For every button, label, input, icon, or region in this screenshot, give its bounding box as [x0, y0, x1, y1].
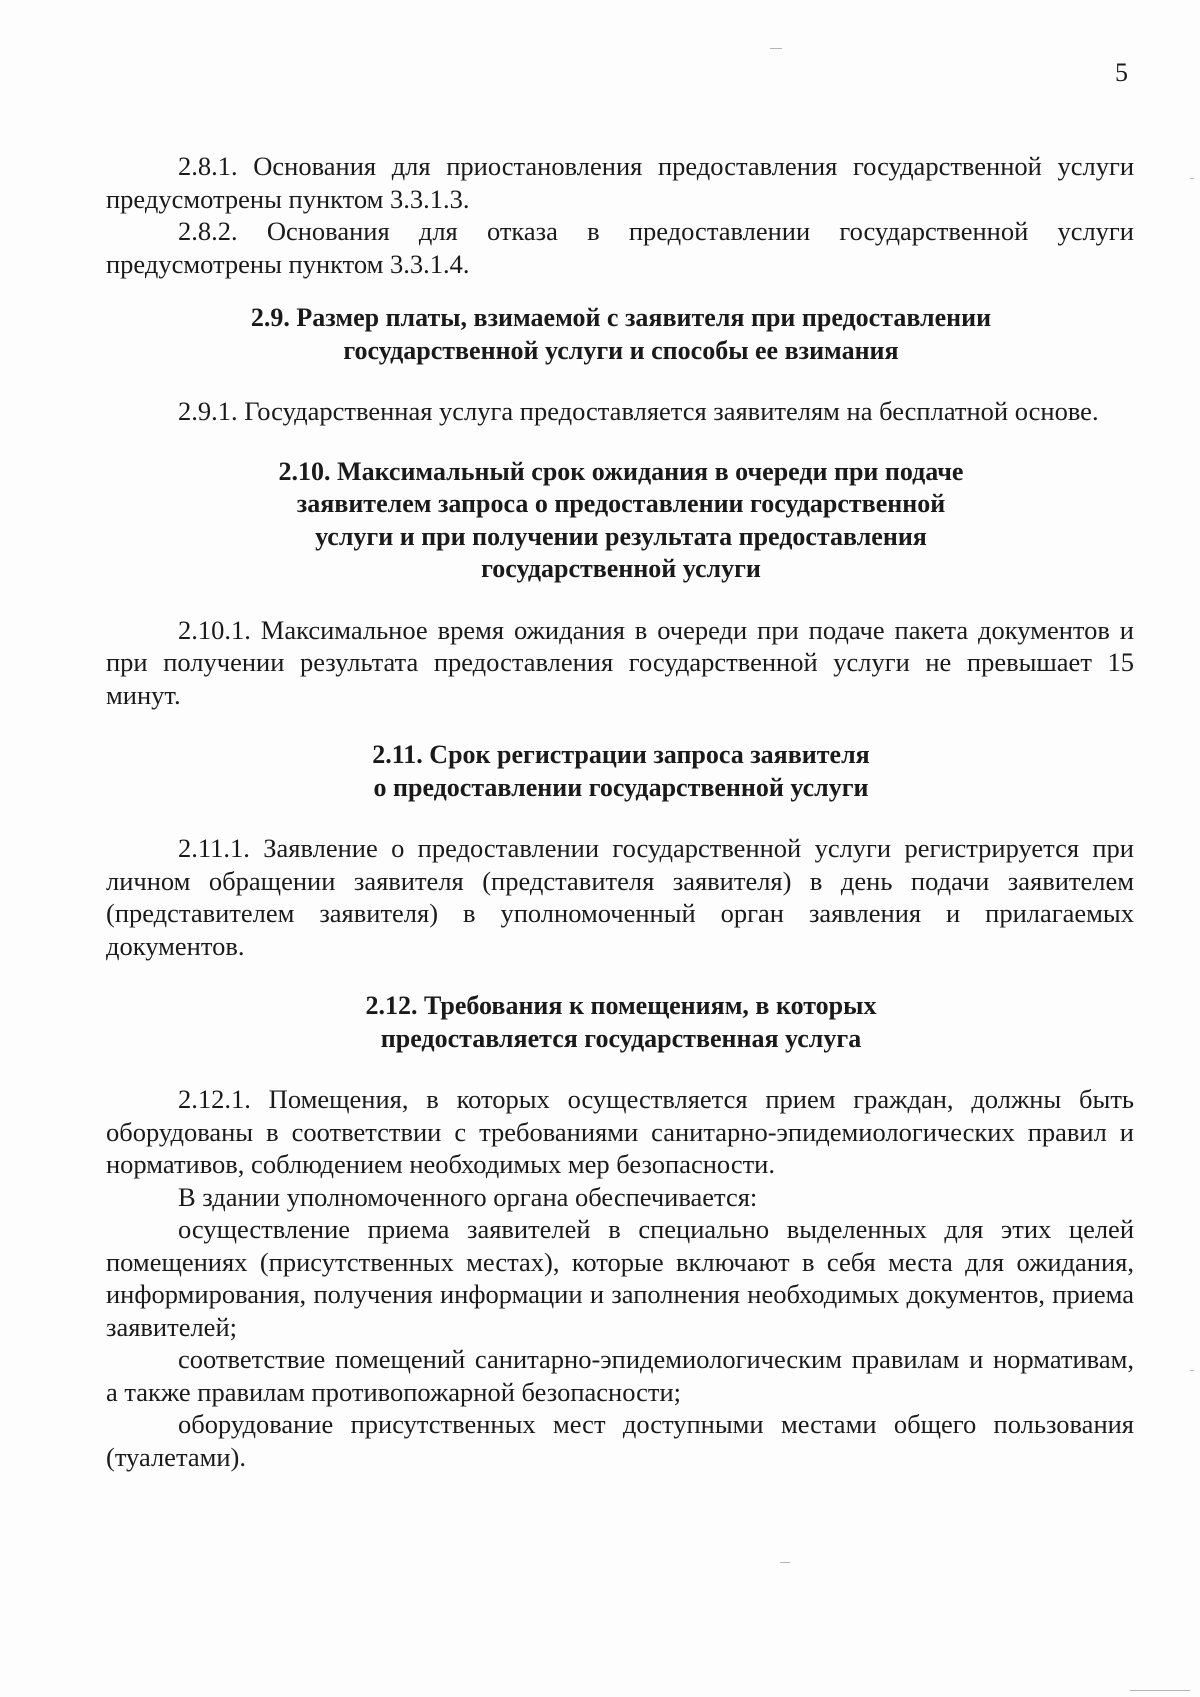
scan-speck [1190, 1370, 1194, 1371]
heading-2-9-line-1: 2.9. Размер платы, взимаемой с заявителя при предоставлении [250, 303, 992, 332]
paragraph-2-10-1: 2.10.1. Максимальное время ожидания в очереди при подаче пакета документов и при получении результата предоставления государственной услуги не превышает 15 минут. [106, 614, 1134, 710]
scan-speck [770, 48, 782, 49]
scan-speck [1190, 178, 1194, 179]
heading-2-11 [241, 739, 1001, 804]
scan-speck [780, 1562, 790, 1563]
scan-speck [1130, 1690, 1190, 1691]
heading-2-10-line-3: услуги и при получении результата предоставления [315, 521, 927, 551]
paragraph-reception-premises: осуществление приема заявителей в специально выделенных для этих целей помещениях (присутственных местах), которые включают в себя места для ожидания, информирования, получения информации и заполнения необходимых документов, приема заявителей; [106, 1214, 1134, 1342]
page-number: 5 [1115, 58, 1128, 87]
paragraph-sanitary-compliance: соответствие помещений санитарно-эпидемиологическим правилам и нормативам, а также правилам противопожарной безопасности; [106, 1344, 1134, 1407]
document-body [106, 150, 1134, 1473]
heading-2-12-line-1: 2.12. Требования к помещениям, в которых [365, 991, 877, 1020]
heading-2-10-line-2: заявителем запроса о предоставлении государственной [296, 489, 946, 518]
paragraph-2-11-1: 2.11.1. Заявление о предоставлении государственной услуги регистрируется при личном обращении заявителя (представителя заявителя) в день подачи заявителем (представителем заявителя) в уполномоченный орган заявления и прилагаемых документов. [106, 833, 1134, 961]
paragraph-2-12-1: 2.12.1. Помещения, в которых осуществляется прием граждан, должны быть оборудованы в соответствии с требованиями санитарно-эпидемиологических правил и нормативов, соблюдением необходимых мер безопасности. [106, 1084, 1134, 1179]
heading-2-10 [241, 456, 1001, 586]
heading-2-12 [241, 990, 1001, 1055]
heading-2-10-line-1: 2.10. Максимальный срок ожидания в очереди при подаче [278, 456, 964, 486]
heading-2-12-line-2: предоставляется государственная услуга [380, 1023, 862, 1053]
heading-2-10-line-4: государственной услуги [481, 554, 761, 583]
paragraph-2-8-1: 2.8.1. Основания для приостановления предоставления государственной услуги предусмотрены пунктом 3.3.1.3. [106, 151, 1134, 214]
heading-2-11-line-1: 2.11. Срок регистрации запроса заявителя [372, 740, 870, 769]
paragraph-2-8-2: 2.8.2. Основания для отказа в предоставлении государственной услуги предусмотрены пунктом 3.3.1.4. [106, 216, 1134, 279]
paragraph-2-9-1: 2.9.1. Государственная услуга предоставляется заявителям на бесплатной основе. [178, 396, 1099, 426]
paragraph-building-provision: В здании уполномоченного органа обеспечивается: [178, 1181, 758, 1212]
heading-2-9 [191, 302, 1051, 367]
heading-2-9-line-2: государственной услуги и способы ее взимания [343, 335, 899, 365]
paragraph-restroom-equipment: оборудование присутственных мест доступными местами общего пользования (туалетами). [106, 1409, 1134, 1472]
heading-2-11-line-2: о предоставлении государственной услуги [373, 772, 869, 802]
